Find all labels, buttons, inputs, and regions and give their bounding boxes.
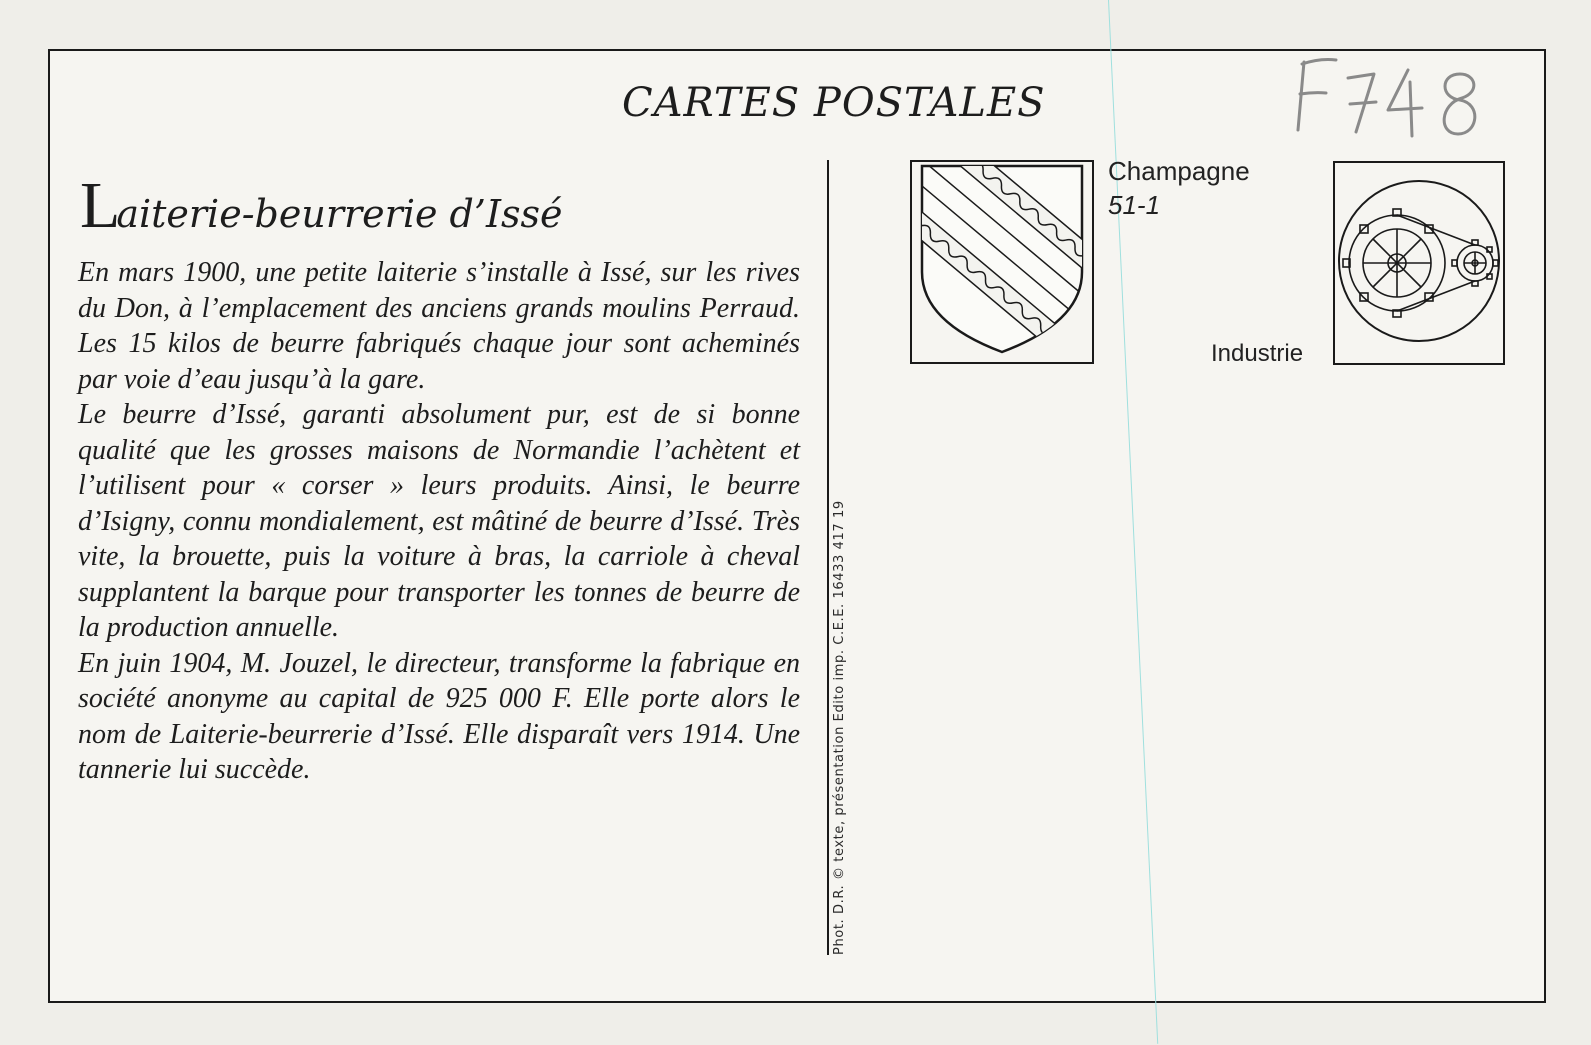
handwritten-note-graphic xyxy=(1290,52,1490,147)
article-title xyxy=(80,168,562,244)
title-rest: aiterie-beurrerie d’Issé xyxy=(116,192,563,236)
coat-of-arms-box xyxy=(910,160,1094,364)
vertical-divider xyxy=(827,160,829,955)
paragraph: Le beurre d’Issé, garanti absolument pur, est de si bonne qualité que les grosses maisons de Normandie l’achètent et l’utilisent pour « corser » leurs produits. Ainsi, le beurre d’Isigny, connu mondialement, est mâtiné de beurre d’Issé. Très vite, la brouette, puis la voiture à bras, la carriole à cheval supplantent la barque pour transporter les tonnes de beurre de la production annuelle. xyxy=(78,399,800,643)
paragraph: En mars 1900, une petite laiterie s’installe à Issé, sur les rives du Don, à l’emplacement des anciens grands moulins Perraud. Les 15 kilos de beurre fabriqués chaque jour sont acheminés par voie d’eau jusqu’à la gare. xyxy=(78,257,800,395)
industry-emblem-box xyxy=(1333,161,1505,365)
region-name: Champagne xyxy=(1108,156,1250,186)
region-code: 51-1 xyxy=(1108,190,1161,220)
paragraph: En juin 1904, M. Jouzel, le directeur, transforme la fabrique en société anonyme au capital de 925 000 F. Elle porte alors le nom de Laiterie-beurrerie d’Issé. Elle disparaît vers 1914. Une tannerie lui succède. xyxy=(78,647,800,785)
gear-wheels-icon xyxy=(1335,163,1503,363)
card-header-title: CARTES POSTALES xyxy=(622,80,1046,126)
photo-credit: Phot. D.R. © texte, présentation Edito imp. C.E.E. 16433 417 19 xyxy=(832,500,847,955)
article-body xyxy=(78,255,800,788)
theme-label: Industrie xyxy=(1211,340,1304,367)
title-initial: L xyxy=(80,169,121,242)
coat-of-arms-icon xyxy=(912,162,1092,362)
